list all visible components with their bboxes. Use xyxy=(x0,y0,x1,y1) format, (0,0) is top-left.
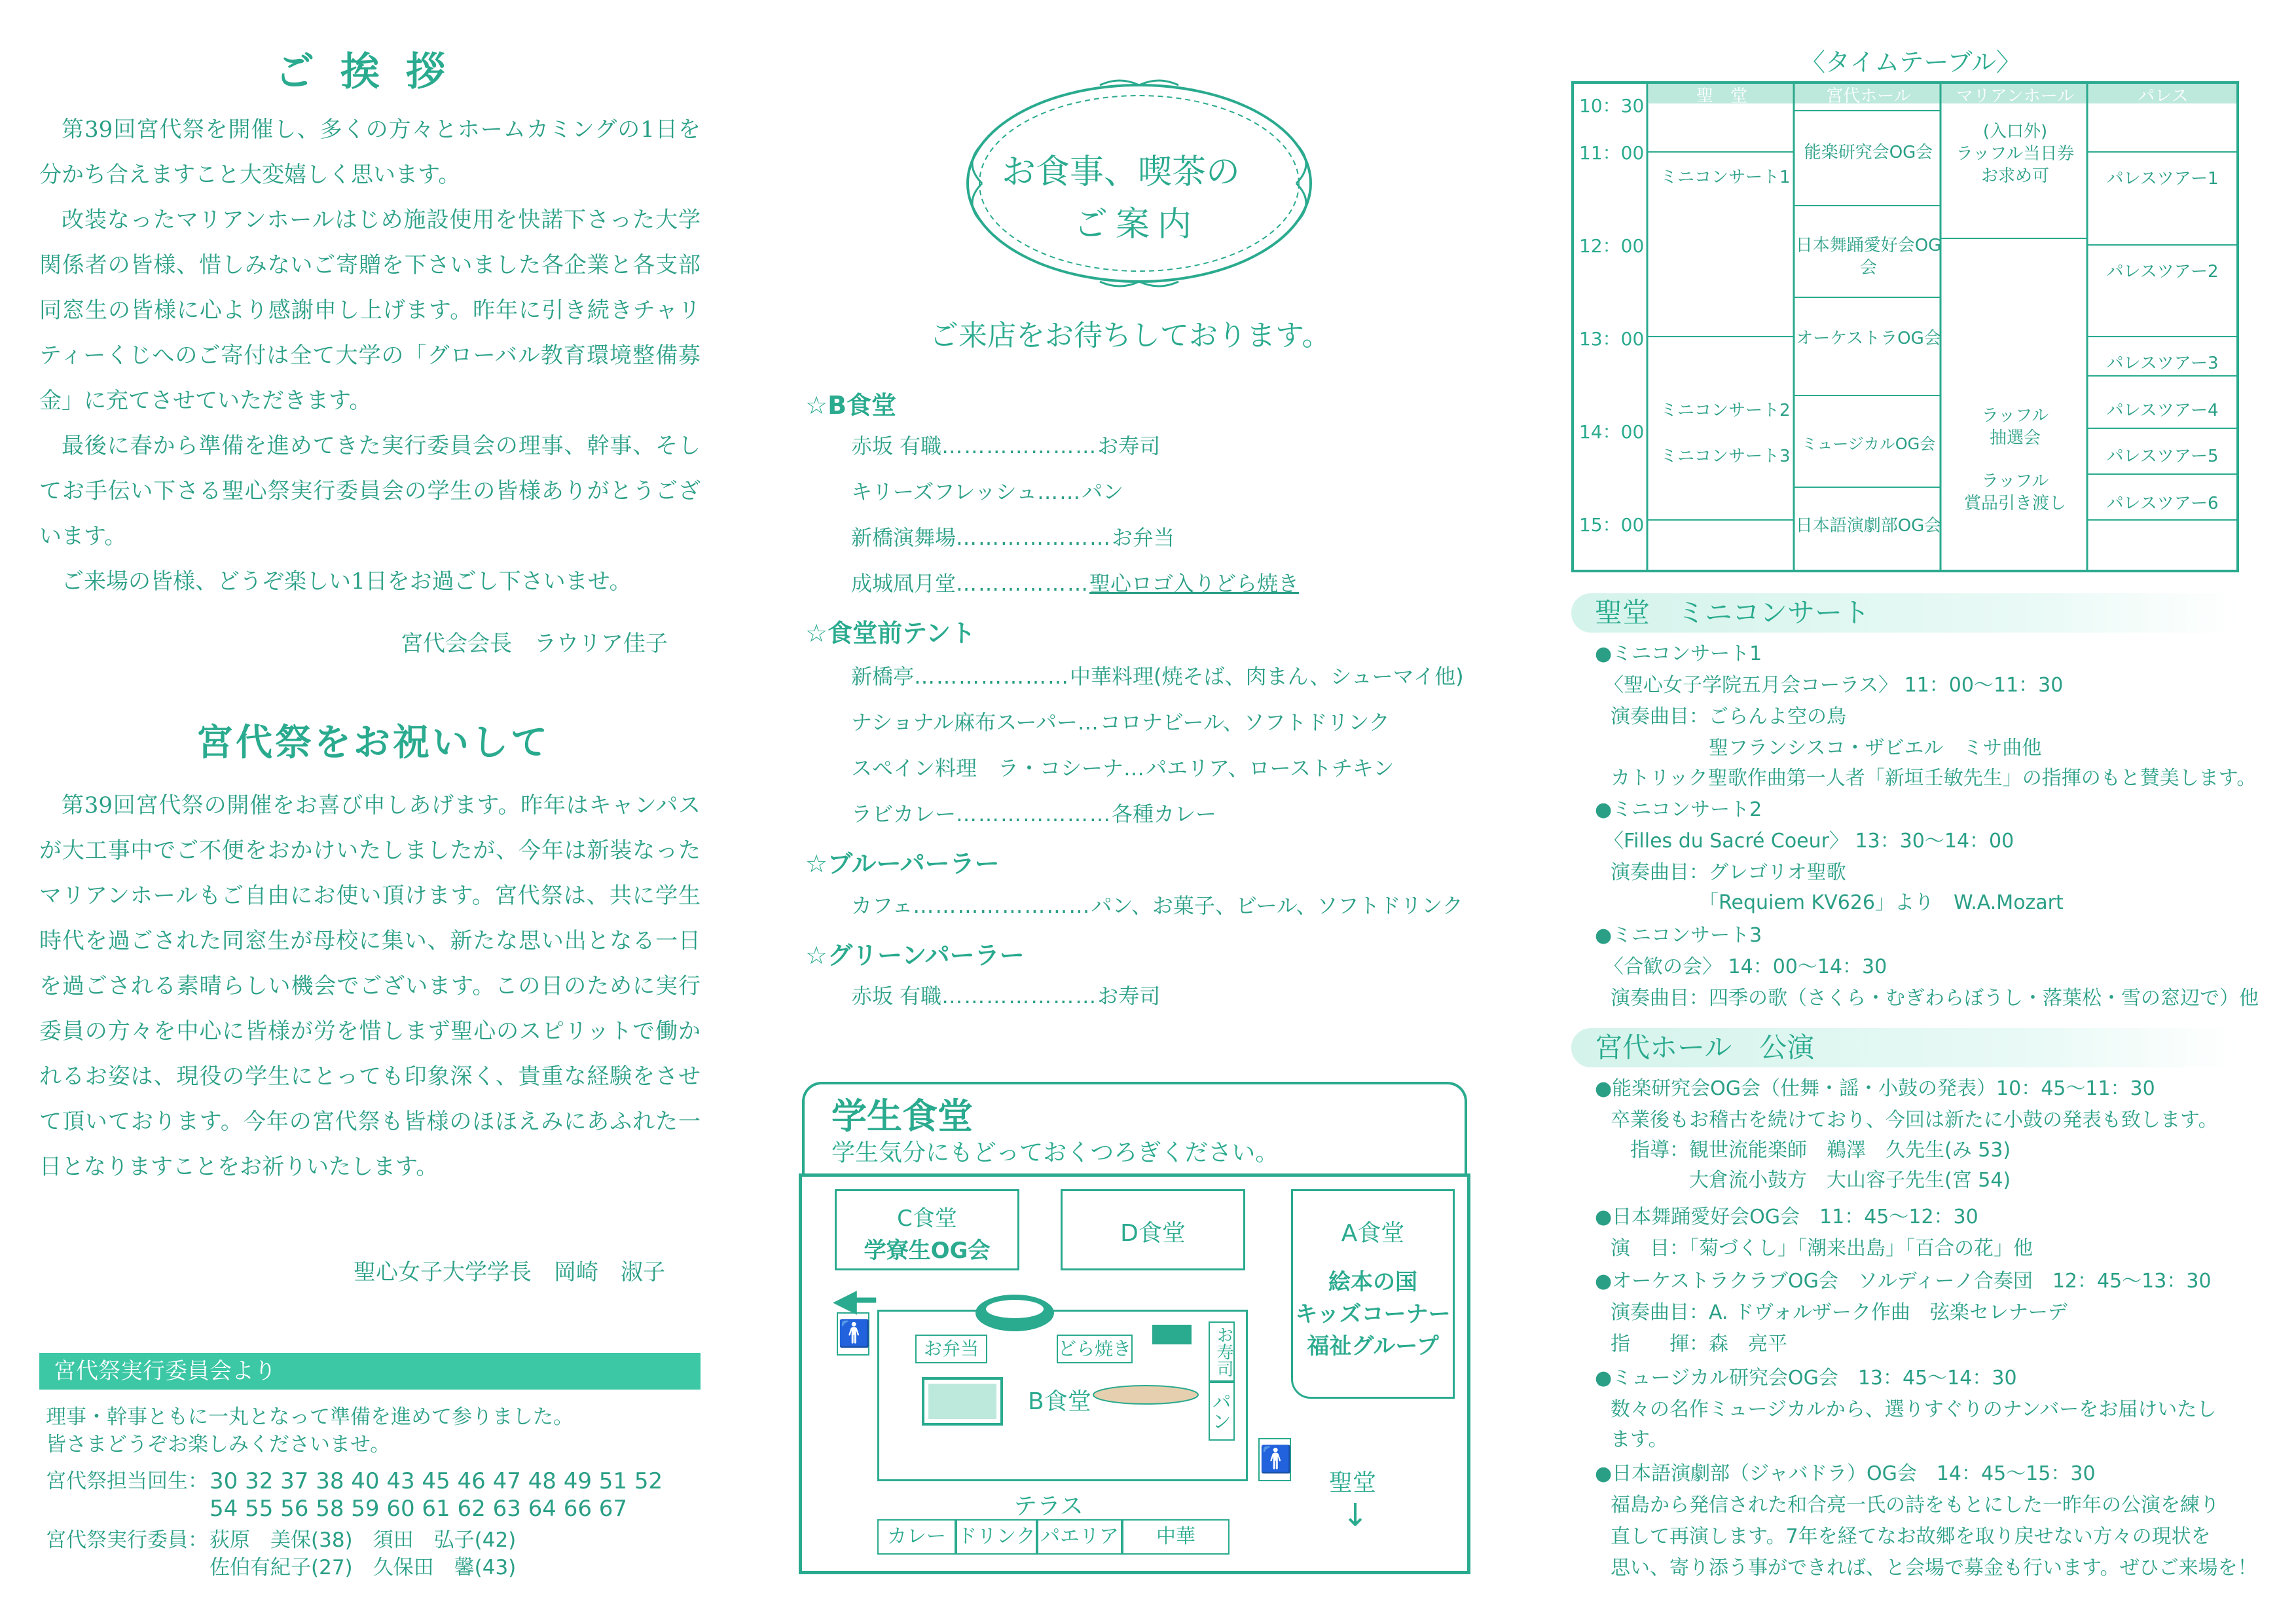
greeting-paragraph-2: 改装なったマリアンホールはじめ施設使用を快諾下さった大学関係者の皆様、惜しみないご寄贈を下さいました各企業と各支部同窓生の皆様に心より感謝申し上げます。昨年に引き続きチャリティーくじへのご寄付は全て大学の「グローバル教育環境整備募金」に充てさせていただきます。 xyxy=(39,207,701,414)
concert-1-sub: 〈聖心女子学院五月会コーラス〉 11：00～11：30 xyxy=(1604,674,2064,697)
concert-1-line: 聖フランシスコ・ザビエル ミサ曲他 xyxy=(1611,737,2042,760)
time-1400: 14：00 xyxy=(1579,421,1645,443)
menu-dots: ………………… xyxy=(941,984,1098,1008)
tt-palace-6: パレスツアー6 xyxy=(2106,494,2219,513)
concert-1-head: ●ミニコンサート1 xyxy=(1595,642,1762,665)
committee-years-2: 54 55 56 58 59 60 61 62 63 64 66 67 xyxy=(210,1496,628,1522)
committee-message-1: 理事・幹事ともに一丸となって準備を進めて参りました。 xyxy=(46,1405,574,1429)
menu-shop: 新橋亭 xyxy=(851,664,915,689)
tt-miyashiro-1: 能楽研究会OG会 xyxy=(1804,143,1933,162)
celebration-paragraph: 第39回宮代祭の開催をお喜び申しあげます。昨年はキャンパスが大工事中でご不便をおかけいたしましたが、今年は新装なったマリアンホールもご自由にお使い頂けます。宮代祭は、共に学生時代を過ごされた同窓生が母校に集い、新たな思い出となる一日を過ごされる素晴らしい機会でございます。この日のために実行委員の方々を中心に皆様が労を惜しまず聖心のスピリットで働かれるお姿は、現役の学生にとっても印象深く、貴重な経験をさせて頂いております。今年の宮代祭も皆様のほほえみにあふれた一日となりますことをお祈りいたします。 xyxy=(39,792,701,1180)
menu-row xyxy=(851,567,1299,597)
menu-row xyxy=(851,521,1175,551)
cafeteria-subtitle: 学生気分にもどっておくつろぎください。 xyxy=(831,1139,1279,1166)
menu-dots: ………………… xyxy=(914,664,1070,689)
hall-3-line: 演奏曲目：A. ドヴォルザーク作曲 弦楽セレナーデ xyxy=(1611,1301,2068,1324)
celebration-title: 宮代祭をお祝いして xyxy=(196,722,550,764)
menu-row xyxy=(851,475,1123,506)
dining-subtitle: ご来店をお待ちしております。 xyxy=(930,319,1331,352)
celebration-signature: 聖心女子大学学長 岡崎 淑子 xyxy=(354,1259,665,1285)
celebration-body xyxy=(39,783,701,1190)
concert-3-head: ●ミニコンサート3 xyxy=(1595,924,1762,947)
tt-seido-1: ミニコンサート1 xyxy=(1660,168,1791,187)
terrace-stalls xyxy=(877,1519,1230,1555)
hall-2-head: ●日本舞踊愛好会OG会 11：45～12：30 xyxy=(1595,1206,1978,1228)
c-cafeteria-name: C食堂 xyxy=(897,1206,957,1232)
tt-marian-4: ラッフル xyxy=(1981,406,2049,426)
col-marian: マリアンホール xyxy=(1956,86,2075,106)
c-cafeteria-sub: 学寮生OG会 xyxy=(864,1238,991,1264)
col-seido: 聖 堂 xyxy=(1696,86,1747,106)
menu-dots: ………………… xyxy=(941,434,1098,458)
tt-marian-3: お求め可 xyxy=(1980,166,2049,186)
tt-palace-1: パレスツアー1 xyxy=(2106,169,2219,189)
tt-seido-3: ミニコンサート3 xyxy=(1660,447,1791,466)
hall-title: 宮代ホール 公演 xyxy=(1571,1028,2239,1067)
left-arrow-icon: ◀━ xyxy=(833,1282,876,1319)
b-cafeteria-name: B食堂 xyxy=(1028,1388,1091,1415)
tt-miyashiro-2: 日本舞踊愛好会OG会 xyxy=(1795,236,1942,278)
section-blue-parlor-heading: ☆ブルーパーラー xyxy=(805,849,1000,878)
menu-row xyxy=(851,752,1394,782)
time-1200: 12：00 xyxy=(1579,235,1645,257)
menu-row xyxy=(851,889,1463,919)
menu-item: コロナビール、ソフトドリンク xyxy=(1099,710,1390,735)
menu-row xyxy=(851,430,1160,460)
concert-1-line: カトリック聖歌作曲第一人者「新垣壬敏先生」の指揮のもと賛美します。 xyxy=(1611,767,2257,790)
concert-3-sub: 〈合歓の会〉 14：00～14：30 xyxy=(1604,955,1887,978)
stall-paella: パエリア xyxy=(1037,1519,1122,1555)
cafeteria-title: 学生食堂 xyxy=(831,1096,973,1137)
col-palace: パレス xyxy=(2138,86,2189,106)
tt-palace-3: パレスツアー3 xyxy=(2106,354,2219,373)
time-1100: 11：00 xyxy=(1579,142,1645,164)
hall-1-head: ●能楽研究会OG会（仕舞・謡・小鼓の発表）10：45～11：30 xyxy=(1595,1077,2155,1100)
restroom-icon: 🚹 xyxy=(837,1312,869,1356)
hall-4-head: ●ミュージカル研究会OG会 13：45～14：30 xyxy=(1595,1367,2017,1390)
restroom-icon: 🚹 xyxy=(1258,1438,1291,1481)
menu-shop: 赤坂 有職 xyxy=(851,984,942,1008)
down-arrow-icon: ↓ xyxy=(1342,1497,1369,1534)
menu-shop: カフェ xyxy=(851,893,913,918)
a-cafeteria-sub-3: 福祉グループ xyxy=(1307,1333,1439,1359)
tt-palace-5: パレスツアー5 xyxy=(2106,447,2219,466)
concert-title: 聖堂 ミニコンサート xyxy=(1571,593,2239,633)
committee-title: 宮代祭実行委員会より xyxy=(39,1353,701,1390)
menu-row xyxy=(851,980,1160,1010)
section-b-heading: ☆B食堂 xyxy=(805,391,897,420)
tt-palace-2: パレスツアー2 xyxy=(2106,262,2219,282)
concert-3-line: 演奏曲目：四季の歌（さくら・むぎわらぼうし・落葉松・雪の窓辺で）他 xyxy=(1611,987,2259,1010)
menu-dots: …………………… xyxy=(913,893,1091,918)
hall-3-head: ●オーケストラクラブOG会 ソルディーノ合奏団 12：45～13：30 xyxy=(1595,1270,2212,1293)
menu-dots: ………………… xyxy=(956,525,1112,550)
menu-item: パン xyxy=(1082,479,1124,504)
time-1300: 13：00 xyxy=(1579,328,1645,350)
tt-seido-2: ミニコンサート2 xyxy=(1660,401,1791,420)
hall-4-line: 数々の名作ミュージカルから、選りすぐりのナンバーをお届けいたし xyxy=(1611,1398,2217,1421)
col-miyashiro: 宮代ホール xyxy=(1826,86,1911,106)
pan-label: パン xyxy=(1209,1382,1235,1441)
concert-2-line: 演奏曲目：グレゴリオ聖歌 xyxy=(1611,861,1846,884)
committee-message-2: 皆さまどうぞお楽しみくださいませ。 xyxy=(46,1433,391,1456)
greeting-signature: 宮代会会長 ラウリア佳子 xyxy=(401,631,668,657)
section-tent-heading: ☆食堂前テント xyxy=(805,619,976,648)
hall-5-line: 福島から発信された和合亮一氏の詩をもとにした一昨年の公演を練り xyxy=(1611,1494,2219,1517)
time-1030: 10：30 xyxy=(1579,95,1645,117)
tt-marian-6: ラッフル xyxy=(1981,471,2049,491)
d-cafeteria xyxy=(1061,1189,1245,1270)
concert-2-head: ●ミニコンサート2 xyxy=(1595,798,1762,821)
greeting-paragraph-4: ご来場の皆様、どうぞ楽しい1日をお過ごし下さいませ。 xyxy=(62,568,632,595)
committee-years-label: 宮代祭担当回生： xyxy=(46,1469,208,1493)
hall-5-line: 思い、寄り添う事ができれば、と会場で募金も行います。ぜひご来場を！ xyxy=(1611,1557,2257,1579)
tt-miyashiro-4: ミュージカルOG会 xyxy=(1801,435,1936,453)
tt-marian-7: 賞品引き渡し xyxy=(1963,494,2066,513)
menu-shop: 赤坂 有職 xyxy=(851,434,942,458)
menu-dots: ………………… xyxy=(956,802,1112,826)
greeting-title: ご挨拶 xyxy=(275,49,471,95)
dining-title-line-2: ご案内 xyxy=(1074,205,1200,244)
hall-1-line: 卒業後もお稽古を続けており、今回は新たに小鼓の発表も致します。 xyxy=(1611,1109,2218,1132)
menu-item: パン、お菓子、ビール、ソフトドリンク xyxy=(1091,893,1463,918)
timetable-title: 〈タイムテーブル〉 xyxy=(1800,48,2022,77)
section-green-parlor-heading: ☆グリーンパーラー xyxy=(805,941,1025,970)
tt-miyashiro-3: オーケストラOG会 xyxy=(1796,329,1941,348)
a-cafeteria-sub-1: 絵本の国 xyxy=(1328,1269,1417,1295)
menu-row xyxy=(851,660,1464,690)
menu-dots: … xyxy=(1123,756,1146,781)
menu-shop: ナショナル麻布スーパー xyxy=(851,710,1078,735)
committee-members-label: 宮代祭実行委員： xyxy=(46,1528,208,1552)
tt-marian-2: ラッフル当日券 xyxy=(1956,144,2075,164)
stall-chinese: 中華 xyxy=(1122,1519,1230,1555)
menu-item: お寿司 xyxy=(1097,434,1161,458)
hall-2-line: 演 目：「菊づくし」「潮来出島」「百合の花」他 xyxy=(1611,1237,2033,1260)
menu-item: お弁当 xyxy=(1112,525,1175,550)
menu-shop: 新橋演舞場 xyxy=(851,525,957,550)
committee-members-2: 佐伯有紀子(27) 久保田 馨(43) xyxy=(210,1556,517,1579)
greeting-paragraph-1: 第39回宮代祭を開催し、多くの方々とホームカミングの1日を分かち合えますこと大変嬉しく思います。 xyxy=(39,117,701,188)
hall-1-line: 指導：観世流能楽師 鵜澤 久先生(み 53) xyxy=(1611,1139,2011,1162)
concert-1-line: 演奏曲目：ごらんよ空の鳥 xyxy=(1611,705,1846,728)
tt-marian-1: (入口外) xyxy=(1982,122,2048,141)
tt-marian-5: 抽選会 xyxy=(1989,428,2041,448)
c-cafeteria xyxy=(835,1189,1019,1270)
menu-shop: 成城凮月堂 xyxy=(851,571,957,596)
committee-years-1: 30 32 37 38 40 43 45 46 47 48 49 51 52 xyxy=(210,1468,663,1494)
menu-dots: …… xyxy=(1037,479,1082,504)
tt-palace-4: パレスツアー4 xyxy=(2106,401,2219,420)
menu-row xyxy=(851,798,1216,828)
hall-5-line: 直して再演します。7年を経てなお故郷を取り戻せない方々の現状を xyxy=(1611,1525,2211,1548)
greeting-body xyxy=(39,107,701,604)
time-1500: 15：00 xyxy=(1579,514,1645,536)
menu-shop: キリーズフレッシュ xyxy=(851,479,1038,504)
menu-row xyxy=(851,706,1390,736)
menu-item: 聖心ロゴ入りどら焼き xyxy=(1089,571,1300,596)
bento-label: お弁当 xyxy=(915,1335,987,1363)
stall-curry: カレー xyxy=(877,1519,956,1555)
greeting-paragraph-3: 最後に春から準備を進めてきた実行委員会の理事、幹事、そしてお手伝い下さる聖心祭実行委員会の学生の皆様ありがとうございます。 xyxy=(39,433,701,549)
concert-2-line: 「Requiem KV626」より W.A.Mozart xyxy=(1611,891,2064,914)
a-cafeteria-name: A食堂 xyxy=(1341,1220,1405,1247)
concert-2-sub: 〈Filles du Sacré Coeur〉 13：30～14：00 xyxy=(1604,830,2014,853)
hall-3-line: 指 揮：森 亮平 xyxy=(1611,1333,1787,1356)
menu-shop: ラビカレー xyxy=(851,802,957,826)
dining-title-line-1: お食事、喫茶の xyxy=(1002,153,1241,192)
menu-item: 中華料理(焼そば、肉まん、シューマイ他) xyxy=(1070,664,1464,689)
dorayaki-label: どら焼き xyxy=(1057,1335,1133,1363)
a-cafeteria-sub-2: キッズコーナー xyxy=(1295,1301,1451,1327)
terrace-label: テラス xyxy=(1013,1493,1084,1520)
hall-5-head: ●日本語演劇部（ジャバドラ）OG会 14：45～15：30 xyxy=(1595,1462,2096,1485)
d-cafeteria-name: D食堂 xyxy=(1120,1220,1186,1247)
committee-members-1: 荻原 美保(38) 須田 弘子(42) xyxy=(210,1528,517,1552)
timetable-columns xyxy=(1649,83,2238,107)
tt-miyashiro-5: 日本語演劇部OG会 xyxy=(1795,516,1942,536)
menu-item: お寿司 xyxy=(1097,984,1161,1008)
menu-item: パエリア、ローストチキン xyxy=(1146,756,1394,781)
seido-label: 聖堂 xyxy=(1329,1469,1377,1496)
menu-shop: スペイン料理 ラ・コシーナ xyxy=(851,756,1124,781)
menu-dots: … xyxy=(1077,710,1100,735)
menu-dots: ……………… xyxy=(956,571,1090,596)
menu-item: 各種カレー xyxy=(1112,802,1217,826)
sushi-label: お寿司 xyxy=(1209,1321,1235,1382)
a-cafeteria xyxy=(1291,1189,1455,1399)
hall-4-line: ます。 xyxy=(1611,1428,1668,1451)
stall-drink: ドリンク xyxy=(956,1519,1037,1555)
hall-1-line: 大倉流小鼓方 大山容子先生(宮 54) xyxy=(1611,1169,2011,1192)
